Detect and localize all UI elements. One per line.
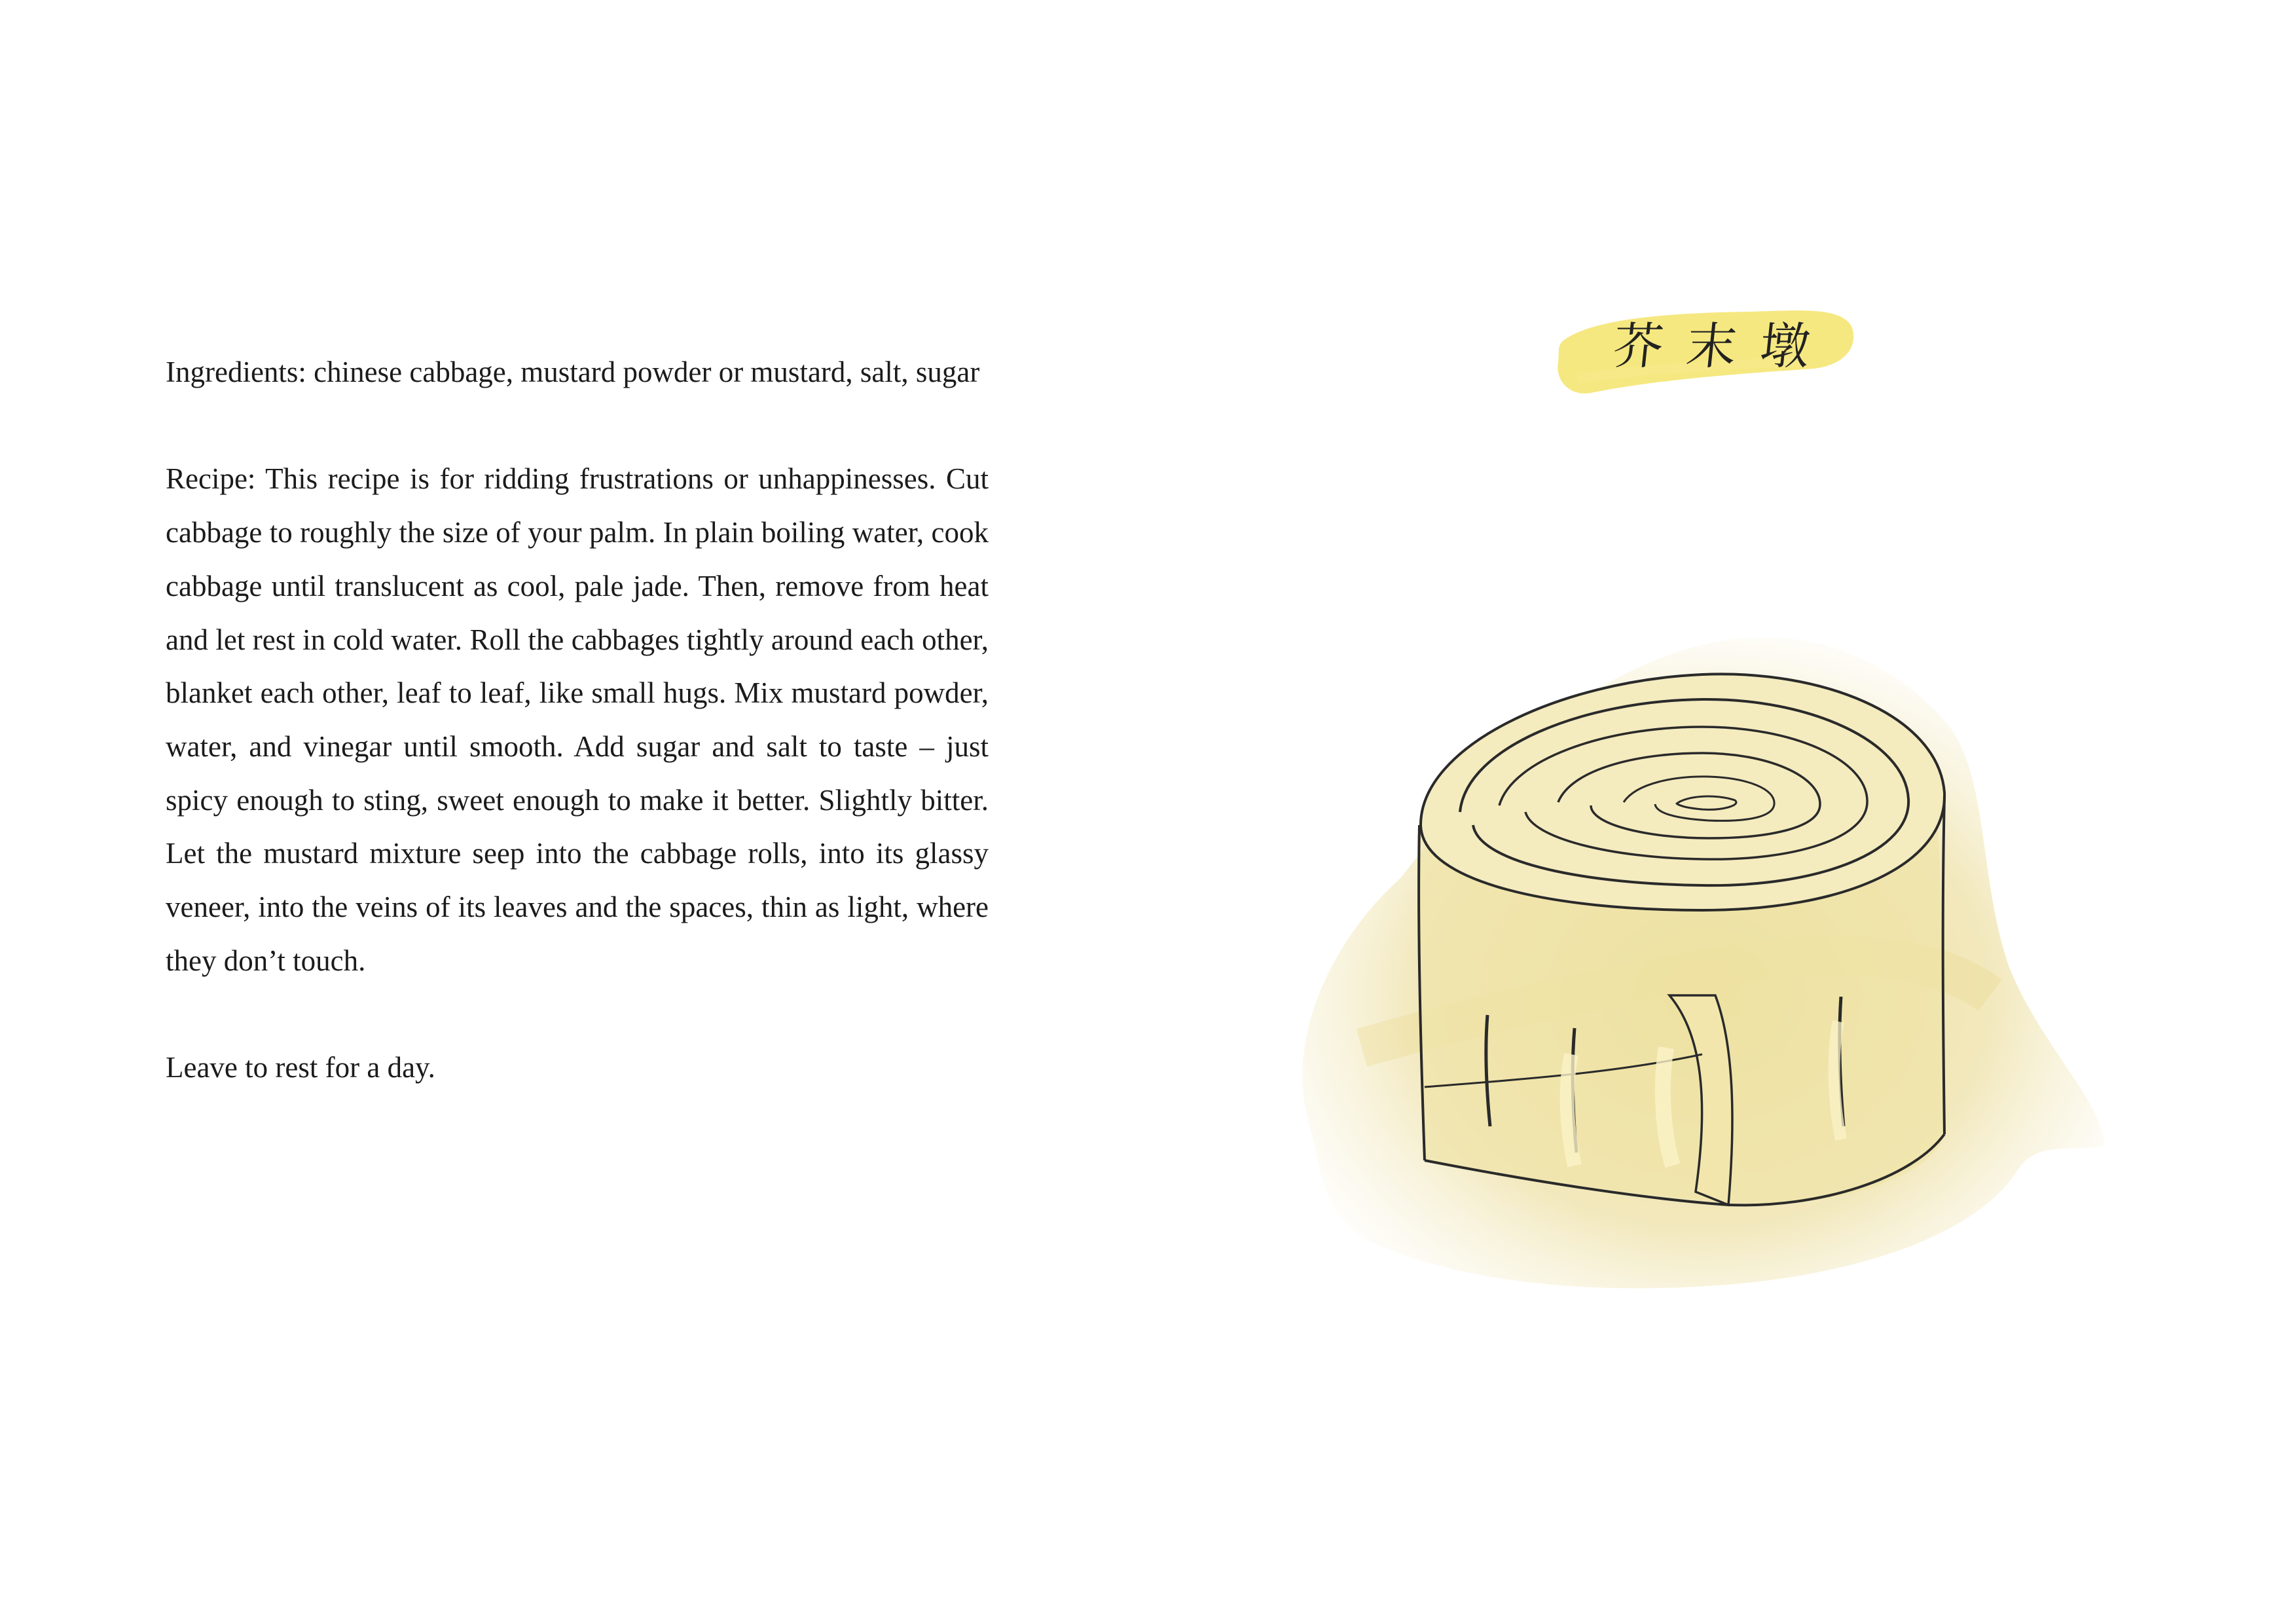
recipe-text [166,346,989,1095]
recipe-paragraph: Recipe: This recipe is for ridding frustrations or unhappinesses. Cut cabbage to roughly the size of your palm. In plain boiling water, cook cabbage until translucent as cool, pale jade. Then, remove from heat and let rest in cold water. Roll the cabbages tightly around each other, blanket each other, leaf to leaf, like small hugs. Mix mustard powder, water, and vinegar until smooth. Add sugar and salt to taste – just spicy enough to sting, sweet enough to make it better. Slightly bitter. Let the mustard mixture seep into the cabbage rolls, into its glassy veneer, into the veins of its leaves and the spaces, thin as light, where they don’t touch. [166,462,989,977]
roll-right-side [1943,796,1944,1134]
rest-note: Leave to rest for a day. [166,1051,435,1084]
dish-title: 芥末墩 [1610,317,1837,375]
cabbage-roll-illustration [1283,629,2134,1336]
ingredients-paragraph: Ingredients: chinese cabbage, mustard powder or mustard, salt, sugar [166,356,980,388]
dish-title-block [1552,280,1859,405]
